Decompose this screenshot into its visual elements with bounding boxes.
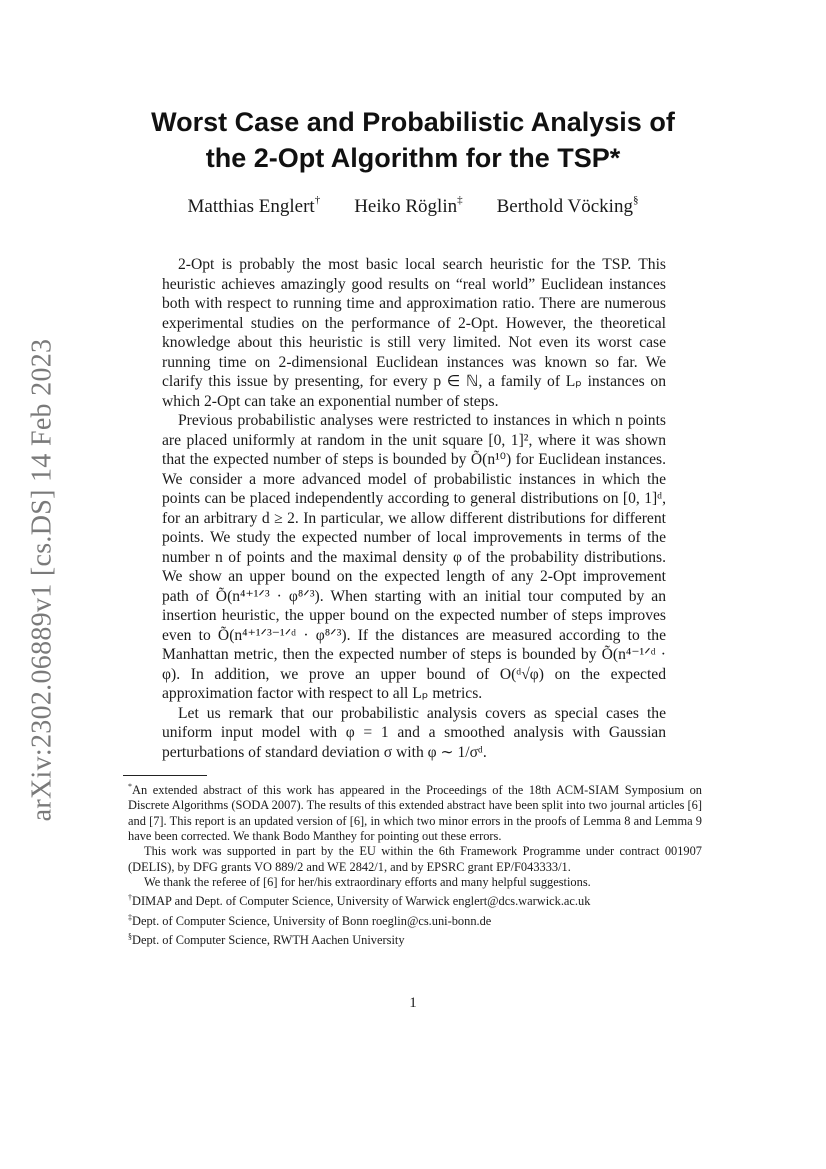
footnote-acknowledgement: We thank the referee of [6] for her/his extraordinary efforts and many helpful suggestions. (144, 874, 591, 889)
author: Matthias Englert† (187, 194, 321, 217)
author: Heiko Röglin‡ (354, 194, 463, 217)
author: Berthold Vöcking§ (496, 194, 639, 217)
abstract-paragraph-3: Let us remark that our probabilistic analysis covers as special cases the uniform input model with φ = 1 and a smoothed analysis with Gaussian perturbations of standard deviation σ with φ ∼ 1/σᵈ. (162, 704, 666, 761)
abstract (162, 255, 666, 762)
paper-title (120, 104, 706, 176)
footnotes (128, 779, 702, 948)
abstract-paragraph-1: 2-Opt is probably the most basic local search heuristic for the TSP. This heuristic achieves amazingly good results on “real world” Euclidean instances both with respect to running time and approximation ratio. There are numerous experimental studies on the performance of 2-Opt. However, the theoretical knowledge about this heuristic is still very limited. Not even its worst case running time on 2-dimensional Euclidean instances was known so far. We clarify this issue by presenting, for every p ∈ ℕ, a family of Lₚ instances on which 2-Opt can take an exponential number of steps. (162, 256, 666, 410)
footnote-affiliation-voecking: §Dept. of Computer Science, RWTH Aachen University (128, 932, 405, 948)
abstract-paragraph-2: Previous probabilistic analyses were restricted to instances in which n points are placed uniformly at random in the unit square [0, 1]², where it was shown that the expected number of steps is bounded by Õ(n¹⁰) for Euclidean instances. We consider a more advanced model of probabilistic instances in which the points can be placed independently according to general distributions on [0, 1]ᵈ, for an arbitrary d ≥ 2. In particular, we allow different distributions for different points. We study the expected number of local improvements in terms of the number n of points and the maximal density φ of the probability distributions. We show an upper bound on the expected length of any 2-Opt improvement path of Õ(n⁴⁺¹ᐟ³ · φ⁸ᐟ³). When starting with an initial tour computed by an insertion heuristic, the upper bound on the expected number of steps improves even to Õ(n⁴⁺¹ᐟ³⁻¹ᐟᵈ · φ⁸ᐟ³). If the distances are measured according to the Manhattan metric, then the expected number of steps is bounded by Õ(n⁴⁻¹ᐟᵈ · φ). In addition, we prove an upper bound of O(ᵈ√φ) on the expected approximation factor with respect to all Lₚ metrics. (162, 412, 666, 702)
arxiv-sidebar-stamp (22, 340, 62, 820)
author-footnote-mark: ‡ (457, 194, 463, 206)
author-footnote-mark: § (632, 194, 639, 206)
footnote-title: *An extended abstract of this work has appeared in the Proceedings of the 18th ACM-SIAM Symposium on Discrete Algorithms (SODA 2007). The results of this extended abstract have been split into two journal articles [6] and [7]. This report is an updated version of [6], in which two minor errors in the proofs of Lemma 8 and Lemma 9 have been corrected. We thank Bodo Manthey for pointing out these errors. (128, 782, 702, 844)
footnote-affiliation-englert: †DIMAP and Dept. of Computer Science, University of Warwick englert@dcs.warwick.ac.uk (128, 893, 591, 909)
title-footnote-mark: * (609, 143, 621, 173)
author-list (120, 196, 706, 218)
page-number: 1 (409, 995, 417, 1011)
title-line-2 (120, 140, 706, 176)
footnote-affiliation-roeglin: ‡Dept. of Computer Science, University of Bonn roeglin@cs.uni-bonn.de (128, 912, 492, 928)
arxiv-identifier: arXiv:2302.06889v1 [cs.DS] 14 Feb 2023 (26, 338, 58, 822)
author-footnote-mark: † (314, 194, 321, 206)
footnote-divider (123, 775, 207, 776)
title-line-2-text: the 2-Opt Algorithm for the TSP (205, 143, 610, 173)
title-line-1: Worst Case and Probabilistic Analysis of (151, 107, 675, 137)
footnote-funding: This work was supported in part by the EU within the 6th Framework Programme under contract 001907 (DELIS), by DFG grants VO 889/2 and WE 2842/1, and by EPSRC grant EP/F043333/1. (128, 844, 702, 874)
